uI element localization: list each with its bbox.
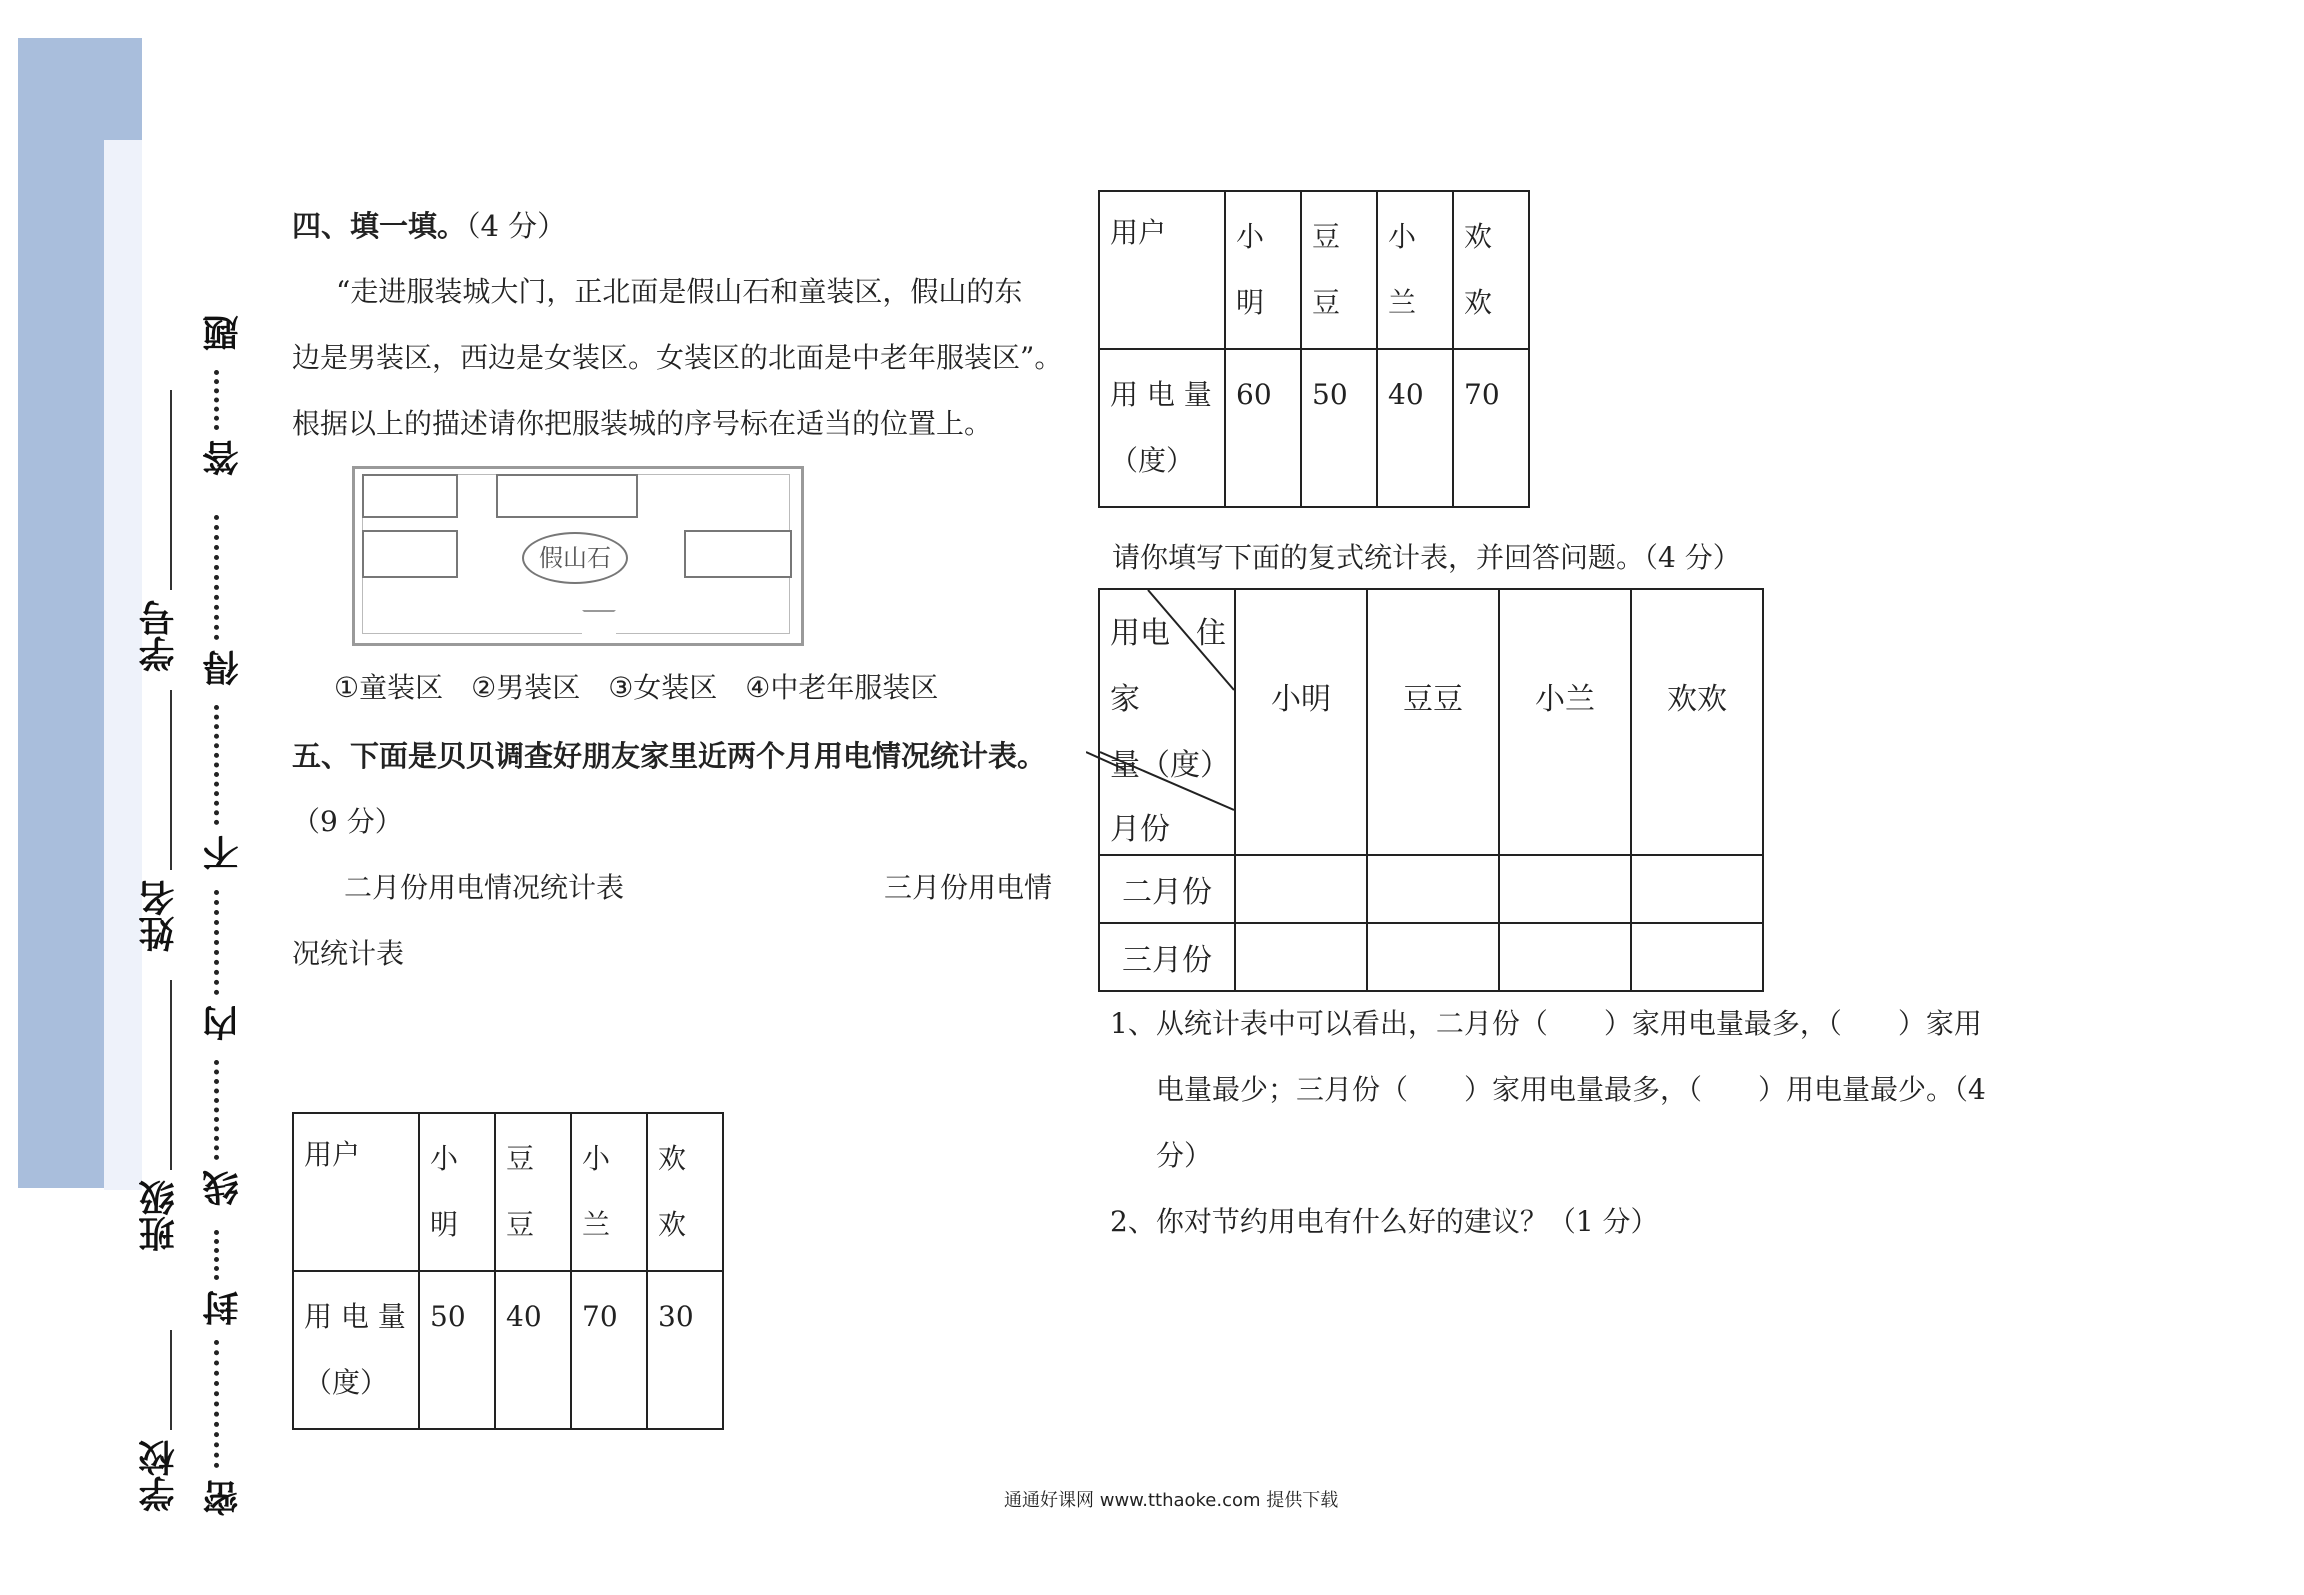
seal-char-de: 得 bbox=[203, 650, 244, 686]
mar-value-1: 60 bbox=[1225, 349, 1301, 507]
seal-char-ti: 题 bbox=[203, 315, 244, 351]
compound-row-feb: 二月份 bbox=[1099, 855, 1235, 923]
compound-row-mar: 三月份 bbox=[1099, 923, 1235, 991]
seal-char-mi: 密 bbox=[203, 1480, 244, 1516]
mar-header-user2: 豆豆 bbox=[1301, 191, 1377, 349]
mar-header-user1: 小明 bbox=[1225, 191, 1301, 349]
feb-header-user2: 豆豆 bbox=[495, 1113, 571, 1271]
compound-cell-feb-3[interactable] bbox=[1499, 855, 1631, 923]
seal-char-da: 答 bbox=[203, 440, 244, 476]
corner-label-bottom: 月份 bbox=[1110, 812, 1170, 847]
compound-cell-mar-3[interactable] bbox=[1499, 923, 1631, 991]
section4-options: ①童装区 ②男装区 ③女装区 ④中老年服装区 bbox=[334, 671, 939, 704]
section4-score: （4 分） bbox=[466, 209, 567, 243]
seal-dots bbox=[214, 890, 219, 995]
mar-row-label: 用 电 量（度） bbox=[1099, 349, 1225, 507]
mar-table-caption-part2: 况统计表 bbox=[292, 937, 405, 970]
map-area-east[interactable] bbox=[684, 530, 792, 578]
compound-cell-feb-4[interactable] bbox=[1631, 855, 1763, 923]
mar-value-4: 70 bbox=[1453, 349, 1529, 507]
section4-heading bbox=[292, 204, 566, 245]
seal-dots bbox=[214, 1060, 219, 1160]
seal-dots bbox=[214, 1230, 219, 1280]
rock-label: 假山石 bbox=[522, 532, 628, 584]
feb-header-user1: 小明 bbox=[419, 1113, 495, 1271]
feb-table-caption: 二月份用电情况统计表 bbox=[344, 871, 625, 904]
section4-text-line3: 根据以上的描述请你把服装城的序号标在适当的位置上。 bbox=[292, 407, 993, 440]
compound-col-2: 豆豆 bbox=[1367, 589, 1499, 855]
mar-value-3: 40 bbox=[1377, 349, 1453, 507]
mar-header-user4: 欢欢 bbox=[1453, 191, 1529, 349]
question2: 2、你对节约用电有什么好的建议？（1 分） bbox=[1110, 1205, 1659, 1238]
seal-char-bu: 不 bbox=[203, 835, 244, 871]
compound-cell-mar-4[interactable] bbox=[1631, 923, 1763, 991]
mar-header-user: 用户 bbox=[1099, 191, 1225, 349]
stray-line bbox=[1086, 752, 1126, 770]
section5-title: 五、下面是贝贝调查好朋友家里近两个月用电情况统计表。 bbox=[292, 739, 1047, 773]
footer-credit: 通通好课网 www.tthaoke.com 提供下载 bbox=[1004, 1490, 1339, 1511]
compound-cell-mar-2[interactable] bbox=[1367, 923, 1499, 991]
id-blank-line bbox=[170, 390, 172, 590]
map-area-west[interactable] bbox=[362, 530, 458, 578]
feb-value-3: 70 bbox=[571, 1271, 647, 1429]
stray-line-mark bbox=[1086, 748, 1126, 778]
seal-char-feng: 封 bbox=[203, 1290, 244, 1326]
seal-dots bbox=[214, 1340, 219, 1468]
label-name: 姓名 bbox=[139, 880, 180, 952]
label-class: 班级 bbox=[139, 1180, 180, 1252]
compound-instruction: 请你填写下面的复式统计表，并回答问题。（4 分） bbox=[1112, 541, 1741, 574]
section4-text-line2: 边是男装区，西边是女装区。女装区的北面是中老年服装区”。 bbox=[292, 341, 1063, 374]
seal-dots bbox=[214, 515, 219, 640]
class-blank-line bbox=[170, 980, 172, 1170]
mar-table-caption-part1: 三月份用电情 bbox=[884, 871, 1053, 904]
label-school: 学校 bbox=[139, 1440, 180, 1512]
corner-label-top: 用电 bbox=[1110, 616, 1170, 651]
seal-dots bbox=[214, 705, 219, 825]
feb-usage-table bbox=[292, 1112, 724, 1430]
section4-text-line1: “走进服装城大门，正北面是假山石和童装区，假山的东 bbox=[336, 275, 1023, 308]
compound-cell-feb-1[interactable] bbox=[1235, 855, 1367, 923]
school-blank-line bbox=[170, 1330, 172, 1430]
mar-usage-table bbox=[1098, 190, 1530, 508]
name-blank-line bbox=[170, 690, 172, 870]
map-area-nw[interactable] bbox=[362, 474, 458, 518]
compound-col-1: 小明 bbox=[1235, 589, 1367, 855]
question1-line1: 1、从统计表中可以看出，二月份（ ）家用电量最多，（ ）家用 bbox=[1110, 1007, 1982, 1040]
section4-title: 四、填一填。 bbox=[292, 209, 467, 243]
feb-value-4: 30 bbox=[647, 1271, 723, 1429]
mar-value-2: 50 bbox=[1301, 349, 1377, 507]
feb-value-1: 50 bbox=[419, 1271, 495, 1429]
feb-header-user3: 小兰 bbox=[571, 1113, 647, 1271]
seal-char-xian: 线 bbox=[203, 1170, 244, 1206]
compound-corner-cell bbox=[1099, 589, 1235, 855]
corner-label-mid2: 量（度） bbox=[1110, 748, 1230, 783]
feb-header-user4: 欢欢 bbox=[647, 1113, 723, 1271]
feb-header-user: 用户 bbox=[293, 1113, 419, 1271]
label-student-id: 学号 bbox=[139, 600, 180, 672]
compound-cell-mar-1[interactable] bbox=[1235, 923, 1367, 991]
section5-score: （9 分） bbox=[292, 805, 403, 838]
map-entrance-gap bbox=[582, 610, 616, 638]
corner-label-mid1: 家 bbox=[1110, 682, 1140, 717]
question1-line3: 分） bbox=[1156, 1139, 1213, 1172]
mar-header-user3: 小兰 bbox=[1377, 191, 1453, 349]
seal-dots bbox=[214, 370, 219, 430]
corner-label-right: 住 bbox=[1196, 616, 1226, 651]
feb-value-2: 40 bbox=[495, 1271, 571, 1429]
compound-table bbox=[1098, 588, 1764, 992]
compound-col-3: 小兰 bbox=[1499, 589, 1631, 855]
question1-line2: 电量最少；三月份（ ）家用电量最多，（ ）用电量最少。（4 bbox=[1156, 1073, 1986, 1106]
seal-char-nei: 内 bbox=[203, 1005, 244, 1041]
map-area-north[interactable] bbox=[496, 474, 638, 518]
compound-col-4: 欢欢 bbox=[1631, 589, 1763, 855]
compound-cell-feb-2[interactable] bbox=[1367, 855, 1499, 923]
feb-row-label: 用 电 量（度） bbox=[293, 1271, 419, 1429]
